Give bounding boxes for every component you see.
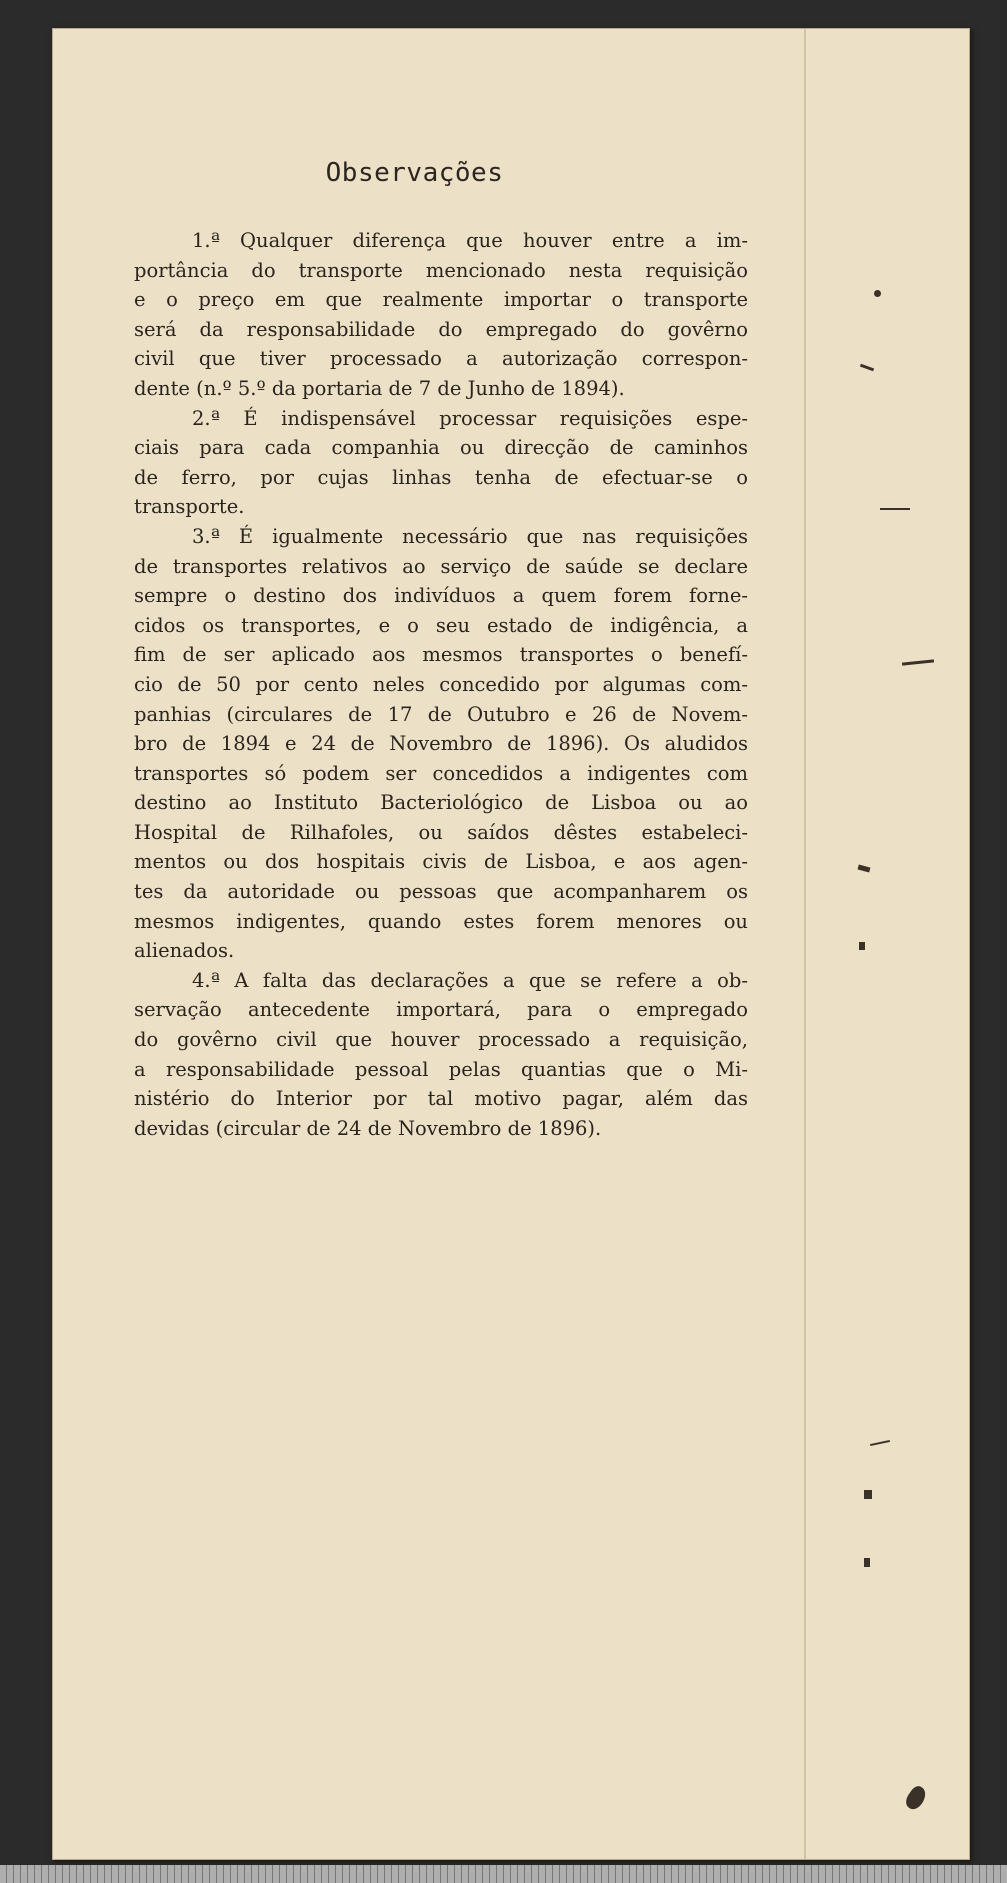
paragraph-3 bbox=[134, 522, 748, 966]
perforation-mark bbox=[864, 1490, 872, 1499]
text-line: será da responsabilidade do empregado do govêrno bbox=[134, 317, 748, 341]
text-line: bro de 1894 e 24 de Novembro de 1896). Os aludidos bbox=[134, 732, 748, 756]
text-line: nistério do Interior por tal motivo pagar, além das bbox=[134, 1087, 748, 1111]
text-line: panhias (circulares de 17 de Outubro e 26 de Novem- bbox=[134, 702, 748, 726]
text-line: de transportes relativos ao serviço de saúde se declare bbox=[134, 554, 748, 578]
text-line: destino ao Instituto Bacteriológico de Lisboa ou ao bbox=[134, 791, 748, 815]
text-line: 3.ª É igualmente necessário que nas requisições bbox=[192, 524, 748, 548]
fold-line bbox=[804, 28, 806, 1860]
text-line: devidas (circular de 24 de Novembro de 1896). bbox=[134, 1116, 602, 1140]
perforation-mark bbox=[874, 290, 881, 297]
paragraph-4 bbox=[134, 966, 748, 1144]
perforation-mark bbox=[870, 1440, 890, 1446]
perforation-mark bbox=[858, 865, 871, 873]
text-line: de ferro, por cujas linhas tenha de efectuar-se o bbox=[134, 465, 748, 489]
text-line: dente (n.º 5.º da portaria de 7 de Junho de 1894). bbox=[134, 376, 625, 400]
text-line: sempre o destino dos indivíduos a quem forem forne- bbox=[134, 584, 748, 608]
text-line: 4.ª A falta das declarações a que se refere a ob- bbox=[192, 968, 748, 992]
perforation-mark bbox=[902, 659, 934, 665]
perforation-mark bbox=[880, 508, 910, 510]
text-line: 1.ª Qualquer diferença que houver entre a im- bbox=[192, 229, 748, 252]
perforation-mark bbox=[859, 942, 865, 950]
document-body bbox=[134, 226, 748, 1143]
text-line: tes da autoridade ou pessoas que acompanharem os bbox=[134, 880, 748, 904]
text-line: mesmos indigentes, quando estes forem menores ou bbox=[134, 909, 748, 933]
text-line: fim de ser aplicado aos mesmos transportes o benefí- bbox=[134, 643, 748, 667]
text-line: e o preço em que realmente importar o transporte bbox=[134, 288, 748, 312]
text-line: ciais para cada companhia ou direcção de caminhos bbox=[134, 436, 748, 460]
text-line: transporte. bbox=[134, 495, 245, 519]
text-line: cidos os transportes, e o seu estado de indigência, a bbox=[134, 613, 748, 637]
text-line: portância do transporte mencionado nesta requisição bbox=[134, 258, 748, 282]
scale-bar bbox=[0, 1865, 1007, 1883]
text-line: alienados. bbox=[134, 939, 235, 963]
text-line: cio de 50 por cento neles concedido por algumas com- bbox=[134, 672, 748, 696]
text-line: 2.ª É indispensável processar requisições espe- bbox=[192, 406, 748, 430]
perforation-mark bbox=[864, 1558, 870, 1567]
text-line: mentos ou dos hospitais civis de Lisboa, e aos agen- bbox=[134, 850, 748, 874]
text-line: civil que tiver processado a autorização correspon- bbox=[134, 347, 748, 371]
page-title: Observações bbox=[325, 158, 504, 188]
paragraph-1 bbox=[134, 226, 748, 404]
document-page bbox=[52, 28, 970, 1860]
text-line: do govêrno civil que houver processado a requisição, bbox=[134, 1028, 748, 1052]
text-line: transportes só podem ser concedidos a indigentes com bbox=[134, 761, 748, 785]
ink-blot bbox=[903, 1784, 930, 1813]
paragraph-2 bbox=[134, 404, 748, 522]
text-line: servação antecedente importará, para o empregado bbox=[134, 998, 748, 1022]
perforation-mark bbox=[860, 364, 874, 372]
text-line: Hospital de Rilhafoles, ou saídos dêstes estabeleci- bbox=[134, 820, 748, 844]
text-line: a responsabilidade pessoal pelas quantias que o Mi- bbox=[134, 1057, 748, 1081]
